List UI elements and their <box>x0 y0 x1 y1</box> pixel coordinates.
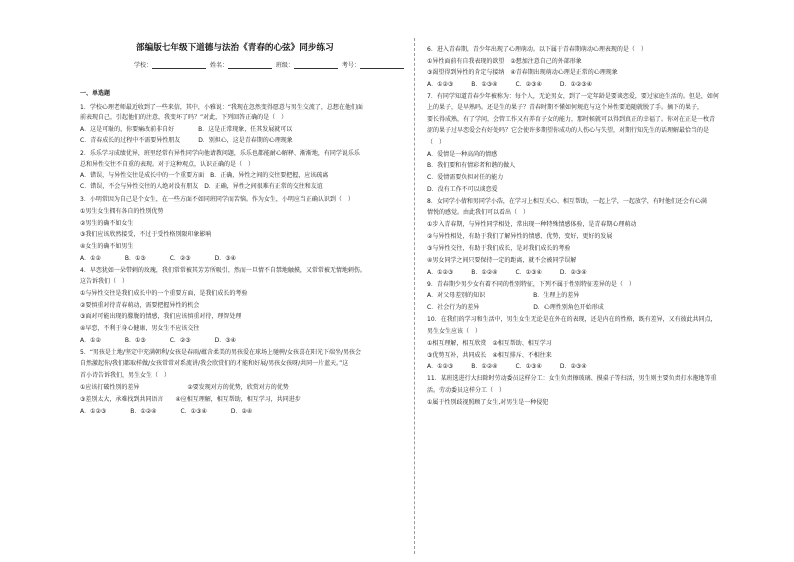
left-question-line: A．①②③ B．①②④ C．①③④ D．②④ <box>80 408 253 415</box>
right-question-line: 7．有同学知道青春少年被称为：每个人，无论男女，到了一定年龄是要谈恋爱，要过家庭生活的。但是，如何 <box>427 93 719 100</box>
left-question-line: ③差别太大，承难找到共同语言 ④应相互理解，相互帮助，相互学习，共同进步 <box>80 396 301 403</box>
right-question-line: （ ） <box>427 139 446 146</box>
left-question-line: ②男生的确不如女生 <box>80 220 134 227</box>
right-question-line: A．对父母差别的知识 B．生理上的差异 <box>427 292 580 299</box>
column-divider <box>414 38 415 554</box>
page-title: 部编版七年级下道德与法治《青春的心弦》同步练习 <box>136 43 334 53</box>
right-question-line: ①相互理解，相互欣赏 ②相互帮助、相互学习 <box>427 340 552 347</box>
left-question-line: 前表现自己，引起他们的注意，我变坏了吗？”对此，下列回答正确的是（ ） <box>80 114 288 121</box>
left-question-line: ③我们应该欣然接受，不过于受性格别限印象影响 <box>80 231 212 238</box>
name-blank[interactable] <box>228 62 272 69</box>
left-question-line: 这告诉我们（ ） <box>80 278 129 285</box>
right-question-line: A．①②③ B．①②④ C．①③④ D．②③④ <box>427 269 587 276</box>
left-question-line: ①与异性交往是我们成长中的一个重要方面，是我们成长的考验 <box>80 290 248 297</box>
right-question-line: 9．青春期少男少女有着不同的性别特征，下列不属于性别特征差异的是（ ） <box>427 281 635 288</box>
right-question-line: 要长得成熟，有了学问，会管工作又有养育子女的能力，那时候就可以得到真正的幸福了。你对在正是一枚青 <box>427 116 716 123</box>
left-question-line: ①应该打破性别的差异 ②要发现对方的优势，欣赏对方的优势 <box>80 384 289 391</box>
left-question-line: 3．小明常因为自己是个女生，在一些方面不如同班同学而苦恼。作为女生，小明应当正确认识到（ ） <box>80 196 354 203</box>
right-question-line: ③与异性交往，有助于我们成长，是对我们成长的考验 <box>427 245 571 252</box>
left-question-line: 2．乐乐学习成绩优异，班里经常有异性同学向他请教问题，乐乐也都能耐心解释、渐渐地，有同学说乐乐 <box>80 150 360 157</box>
right-question-line: C．爱情需要负担对任的能力 <box>427 174 504 181</box>
right-question-line: ①步入青春期，与异性同学相处，常出现一种特殊情感体验，是青春期心理萌动 <box>427 221 637 228</box>
right-question-line: 11．某班选进行大扫除时劳动委员这样分工：女生负责擦玻璃、摸桌子等扫活，男生则主要负责打水拖地等重 <box>427 375 717 382</box>
left-question-line: ④女生的确不如男生 <box>80 243 134 250</box>
left-question-line: ②要慎重对待青春萌动，需要把握异性的机会 <box>80 302 200 309</box>
right-question-line: 活。劳动委员这样分工（ ） <box>427 387 506 394</box>
right-question-line: ③渴望得到异性的肯定与接纳 ④青春期出现萌动心理是正常的心理现象 <box>427 69 618 76</box>
right-question-line: A．爱情是一种高尚的情感 <box>427 151 498 158</box>
left-question-line: ①男生女生拥有各自的性别优势 <box>80 208 164 215</box>
right-question-line: 上的果子，是早熟吗。还是生的果子？青春时期不懂如何规范与这个异性要追随就脱了手。摘下的果子， <box>427 104 704 111</box>
school-label: 学校： <box>134 62 153 69</box>
left-question-line: A．错误，与异性交往是成长中的一个重要方面 B．正确，异性之间的交往要把握，应该疏离 <box>80 172 329 179</box>
class-label: 班级： <box>275 62 294 69</box>
right-question-line: 8．女同学小倩和男同学小浩，在学习上相互关心、相互帮助，一起上学，一起放学，有时他们还会有心满 <box>427 198 707 205</box>
right-question-line: B．我们要和有情彩者和谐的做人 <box>427 162 516 169</box>
left-question-line: 首小诗告诉我们，男生女生（ ） <box>80 372 171 379</box>
left-question-line: A．①② B．①③ C．②③ D．③④ <box>80 337 237 344</box>
right-question-line: 涩的果子过早恋爱会有好处吗？它会使许多期望你成功的人伤心与失望，对期行知先生的话理解最恰当的是 <box>427 127 710 134</box>
right-question-line: D．没有工作不可以谈恋爱 <box>427 186 498 193</box>
class-blank[interactable] <box>294 62 338 69</box>
right-question-line: ③优势互补，共同成长 ④相互排斥、不相往来 <box>427 352 552 359</box>
left-question-line: 1．学校心理老师最近收到了一些来信，其中，小雅说：“我现在忽然变得愿意与男生交流了，总想在他们面 <box>80 104 363 111</box>
left-question-line: 5．“男孩是土地/坚定中充满朝利/女孩是春雨/蕴含柔美的男孩爱在球场上驰骋/女孩喜在阳光下端坐/男孩会 <box>80 349 362 356</box>
right-question-line: C．社会行为的差异 D．心理性别角色开始形成 <box>427 304 604 311</box>
right-question-line: 情悦的感觉。由此我们可以看出（ ） <box>427 209 530 216</box>
right-question-line: A．①②③ B．①②④ C．①③④ D．②③④ <box>427 363 587 370</box>
left-question-line: ④早恋，不利于身心健康，男女生不应该交往 <box>80 325 200 332</box>
left-question-line: A．①② B．①③ C．②③ D．③④ <box>80 255 237 262</box>
right-question-line: ①异性面前有自我表现的欲望 ②想加注意自己的外部形象 <box>427 58 582 65</box>
name-label: 姓名： <box>209 62 228 69</box>
section-title: 一、单选题 <box>80 90 111 97</box>
right-question-line: A．①②③ B．①③④ C．②③④ D．①②③④ <box>427 81 592 88</box>
exam-no-blank[interactable] <box>360 62 404 69</box>
right-question-line: 6．进入青春期，青少年出现了心理萌动。以下属于青春期萌动心理表现的是（ ） <box>427 46 647 53</box>
right-question-line: ④男女同学之间只要保持一定的距离，就不会被同学误解 <box>427 257 577 264</box>
left-question-line: 自然激起你/我们都取样做/女孩常常对系流讲/我会欣赏们的才能和好展/男孩女孩呀/共同一片蓝天。”这 <box>80 360 349 367</box>
student-info-line <box>134 60 404 69</box>
left-question-line: C．错误，不会与异性交往的人绝对没有朋友 D．正确，异性之间很难有正常的交往和友谊 <box>80 183 323 190</box>
exam-no-label: 考号： <box>341 62 360 69</box>
school-blank[interactable] <box>152 62 206 69</box>
right-question-line: 10．在我们的学习和生活中，男生女生无论是在外在的表现，还是内在的性格，既有差异，又有彼此共同点， <box>427 316 717 323</box>
left-question-line: 总和异性交往不自重的表现。对于这种观点，认识正确的是（ ） <box>80 161 255 168</box>
left-question-line: C．青春成长的过程中不需要异性朋友 D．别担心，这是青春期的心理现象 <box>80 137 293 144</box>
right-question-line: ②与异性相处，有助于我们了解异性的情感、优势，变好，更好的发展 <box>427 233 613 240</box>
right-question-line: ①属于性别歧视照顾了女生,对男生是一种侵犯 <box>427 399 549 406</box>
right-question-line: 男生女生应该（ ） <box>427 328 482 335</box>
left-question-line: A．这是可耻的，你要痛改前非自好 B．这是正常现象，任其发展就可以 <box>80 126 293 133</box>
left-question-line: 4．早恋犹如一朵带刺的玫瑰，我们常常被其芳芳所吸引，然而一旦情不自禁地触摸，又常常被无情地刺伤。 <box>80 267 366 274</box>
left-question-line: ③面对可能出现的朦胧的情感，我们应该慎重对待，理智处理 <box>80 313 242 320</box>
